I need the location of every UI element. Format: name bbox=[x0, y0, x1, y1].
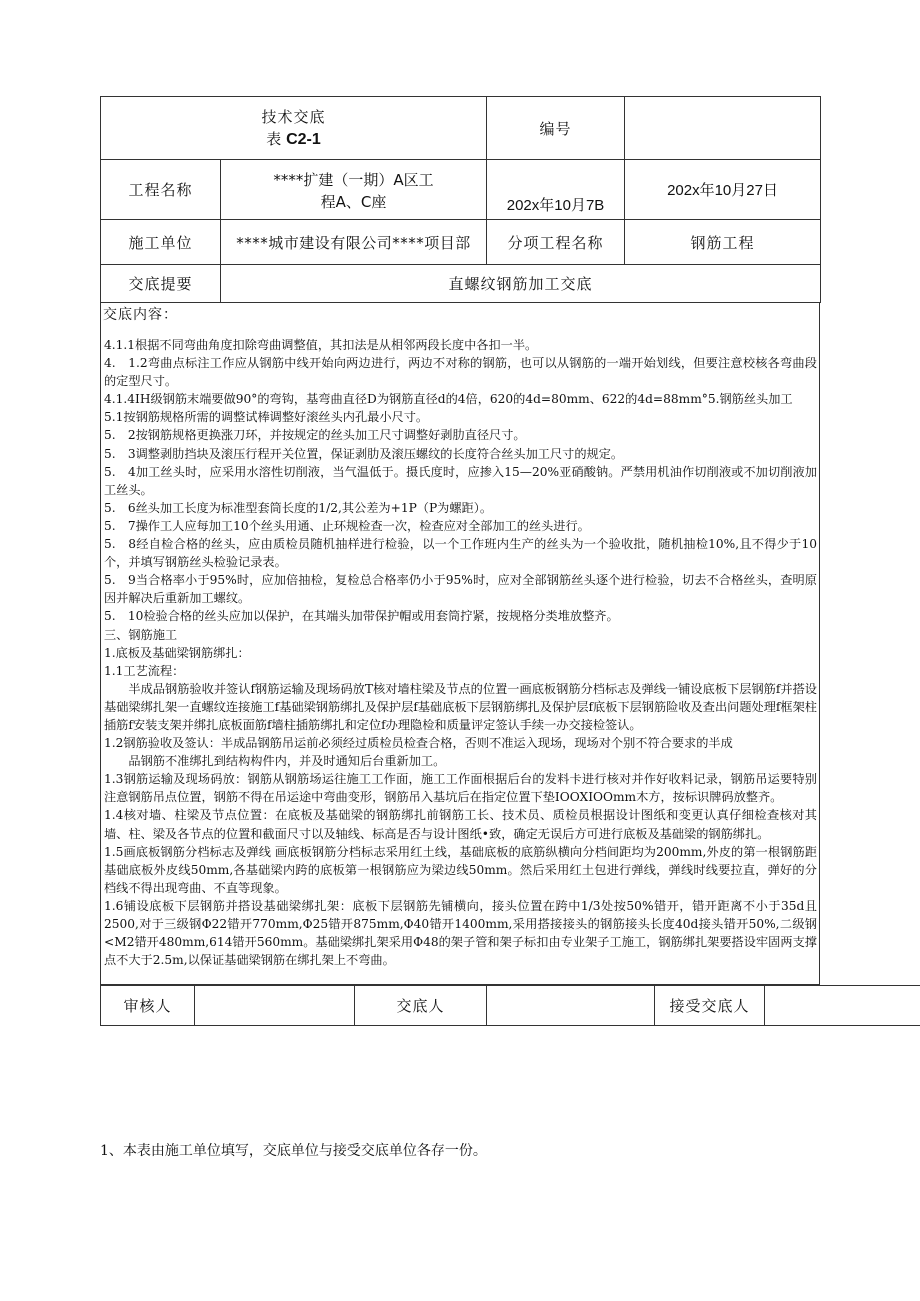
date-right[interactable]: 202x年10月27日 bbox=[625, 160, 821, 220]
content-paragraph: 4.1.1根据不同弯曲角度扣除弯曲调整值，其扣法是从相邻两段长度中各扣一半。 bbox=[104, 338, 538, 352]
content-paragraph: 1.底板及基础梁钢筋绑扎： bbox=[104, 645, 250, 660]
content-section bbox=[100, 303, 820, 985]
summary-value[interactable]: 直螺纹钢筋加工交底 bbox=[221, 265, 821, 303]
content-paragraph: 品钢筋不准绑扎到结构构件内，并及时通知后台重新加工。 bbox=[128, 754, 446, 769]
content-paragraph: 1.6铺设底板下层钢筋并搭设基础梁绑扎架：底板下层钢筋先铺横向，接头位置在跨中1/3处按50%错开，错开距离不小于35d且2500,对于三级钢Φ22错开770mm,Φ25错开875mm,Φ40错开1400mm,采用搭接接头的钢筋接头长度40d接头错开50%,二级钢<M2错开480mm,614错开560mm。基础梁绑扎架采用Φ48的架子管和架子标扣由专业架子工施工，钢筋绑扎架要搭设牢固两支撑点不大于2.5m,以保证基础梁钢筋在绑扎架上不弯曲。 bbox=[104, 898, 817, 968]
receiver-label: 接受交底人 bbox=[655, 986, 765, 1026]
project-name-line2: 程A、C座 bbox=[320, 192, 387, 211]
receiver-field[interactable] bbox=[765, 986, 920, 1026]
content-paragraph: 5. 8经自检合格的丝头，应由质检员随机抽样进行检验，以一个工作班内生产的丝头为一个验收批，随机抽检10%,且不得少于10个，并填写钢筋丝头检验记录表。 bbox=[104, 537, 817, 570]
discloser-field[interactable] bbox=[487, 986, 655, 1026]
form-title-line2 bbox=[101, 128, 486, 151]
content-paragraph: 1.1工艺流程： bbox=[104, 663, 185, 678]
discloser-label: 交底人 bbox=[355, 986, 487, 1026]
header-table bbox=[100, 96, 821, 303]
content-paragraph: 5.1按钢筋规格所需的调整试棒调整好滚丝头内孔最小尺寸。 bbox=[104, 410, 429, 425]
content-paragraph: 4.1.4IH级钢筋末端要做90°的弯钩，基弯曲直径D为钢筋直径d的4倍，620的4d=80mm、622的4d=88mm°5.钢筋丝头加工 bbox=[104, 392, 793, 407]
content-paragraph: 5. 2按钢筋规格更换涨刀环，并按规定的丝头加工尺寸调整好剥肋直径尺寸。 bbox=[104, 428, 526, 443]
project-name-label: 工程名称 bbox=[101, 160, 221, 220]
content-paragraph: 1.4核对墙、柱梁及节点位置：在底板及基础梁的钢筋绑扎前钢筋工长、技术员、质检员根据设计图纸和变更认真仔细检查核对其墙、柱、梁及各节点的位置和截面尺寸以及轴线、标高是否与设计图纸•致，确定无误后方可进行底板及基础梁的钢筋绑扎。 bbox=[104, 808, 817, 841]
sub-project-label: 分项工程名称 bbox=[487, 220, 625, 265]
sub-project-value[interactable]: 钢筋工程 bbox=[625, 220, 821, 265]
content-paragraph: 4. 1.2弯曲点标注工作应从钢筋中线开始向两边进行，两边不对称的钢筋，也可以从钢筋的一端开始划线，但要注意校核各弯曲段的定型尺寸。 bbox=[104, 356, 817, 389]
section-heading: 三、钢筋施工 bbox=[104, 627, 178, 642]
content-paragraph: 5. 4加工丝头时，应采用水溶性切削液，当气温低于。摄氏度时，应掺入15—20%亚硝酸钠。严禁用机油作切削液或不加切削液加工丝头。 bbox=[104, 464, 817, 497]
construction-unit-value[interactable]: ****城市建设有限公司****项目部 bbox=[221, 220, 487, 265]
content-paragraph: 5. 10检验合格的丝头应加以保护，在其端头加带保护帽或用套筒拧紧，按规格分类堆放整齐。 bbox=[104, 609, 619, 624]
disclosure-form bbox=[100, 96, 820, 1026]
content-paragraph: 1.5画底板钢筋分档标志及弹线 画底板钢筋分档标志采用红土线，基础底板的底筋纵横向分档间距均为200mm,外皮的第一根钢筋距基础底板外皮线50mm,各基础梁内跨的底板第一根钢筋应为梁边线50mm。然后采用红土包进行弹线，弹线时线要拉直，弹好的分档线不得出现弯曲、不直等现象。 bbox=[104, 844, 817, 895]
number-label: 编号 bbox=[487, 97, 625, 160]
date-left[interactable]: 202x年10月7B bbox=[487, 160, 625, 220]
content-paragraph: 5. 7操作工人应每加工10个丝头用通、止环规检查一次，检查应对全部加工的丝头进行。 bbox=[104, 518, 590, 533]
content-label: 交底内容： bbox=[103, 307, 178, 323]
signature-table bbox=[100, 985, 920, 1026]
form-code: C2-1 bbox=[286, 130, 321, 148]
summary-label: 交底提要 bbox=[101, 265, 221, 303]
form-title-line1: 技术交底 bbox=[261, 107, 326, 126]
form-title-prefix: 表 bbox=[266, 129, 282, 148]
content-body bbox=[101, 328, 819, 969]
project-name-value[interactable] bbox=[221, 160, 487, 220]
construction-unit-label: 施工单位 bbox=[101, 220, 221, 265]
reviewer-field[interactable] bbox=[195, 986, 355, 1026]
content-paragraph: 5. 3调整剥肋挡块及滚压行程开关位置，保证剥肋及滚压螺纹的长度符合丝头加工尺寸的规定。 bbox=[104, 446, 624, 461]
form-title bbox=[101, 97, 487, 160]
number-value[interactable] bbox=[625, 97, 821, 160]
content-paragraph: 5. 6丝头加工长度为标准型套筒长度的1/2,其公差为+1P（P为螺距）。 bbox=[104, 500, 493, 515]
reviewer-label: 审核人 bbox=[101, 986, 195, 1026]
content-paragraph: 5. 9当合格率小于95%时，应加倍抽检，复检总合格率仍小于95%时，应对全部钢筋丝头逐个进行检验，切去不合格丝头，查明原因并解决后重新加工螺纹。 bbox=[104, 573, 817, 606]
footnote: 1、本表由施工单位填写，交底单位与接受交底单位各存一份。 bbox=[100, 1143, 487, 1159]
process-flow: 半成品钢筋验收并签认f钢筋运输及现场码放T核对墙柱梁及节点的位置一画底板钢筋分档标志及弹线一铺设底板下层钢筋f并搭设基础梁绑扎架一直螺纹连接施工f基础梁钢筋绑扎及保护层f基础底板下层钢筋绑扎及保护层f底板下层钢筋险收及查出问题处理f框架柱插筋f安装支架并绑扎底板面筋f墙柱插筋绑扎和定位f办理隐检和质量评定签认手续一办交接检签认。 bbox=[104, 681, 817, 732]
project-name-line1: ****扩建（一期）A区工 bbox=[273, 170, 434, 189]
content-paragraph: 1.3钢筋运输及现场码放：钢筋从钢筋场运往施工工作面，施工工作面根据后台的发料卡进行核对并作好收料记录，钢筋吊运要特别注意钢筋吊点位置，钢筋不得在吊运途中弯曲变形，钢筋吊入基坑后在指定位置下垫IOOXIOOmm木方，按标识牌码放整齐。 bbox=[104, 772, 817, 805]
content-paragraph: 1.2钢筋验收及签认：半成品钢筋吊运前必须经过质检员检查合格，否则不准运入现场，现场对个别不符合要求的半成 bbox=[104, 736, 733, 751]
